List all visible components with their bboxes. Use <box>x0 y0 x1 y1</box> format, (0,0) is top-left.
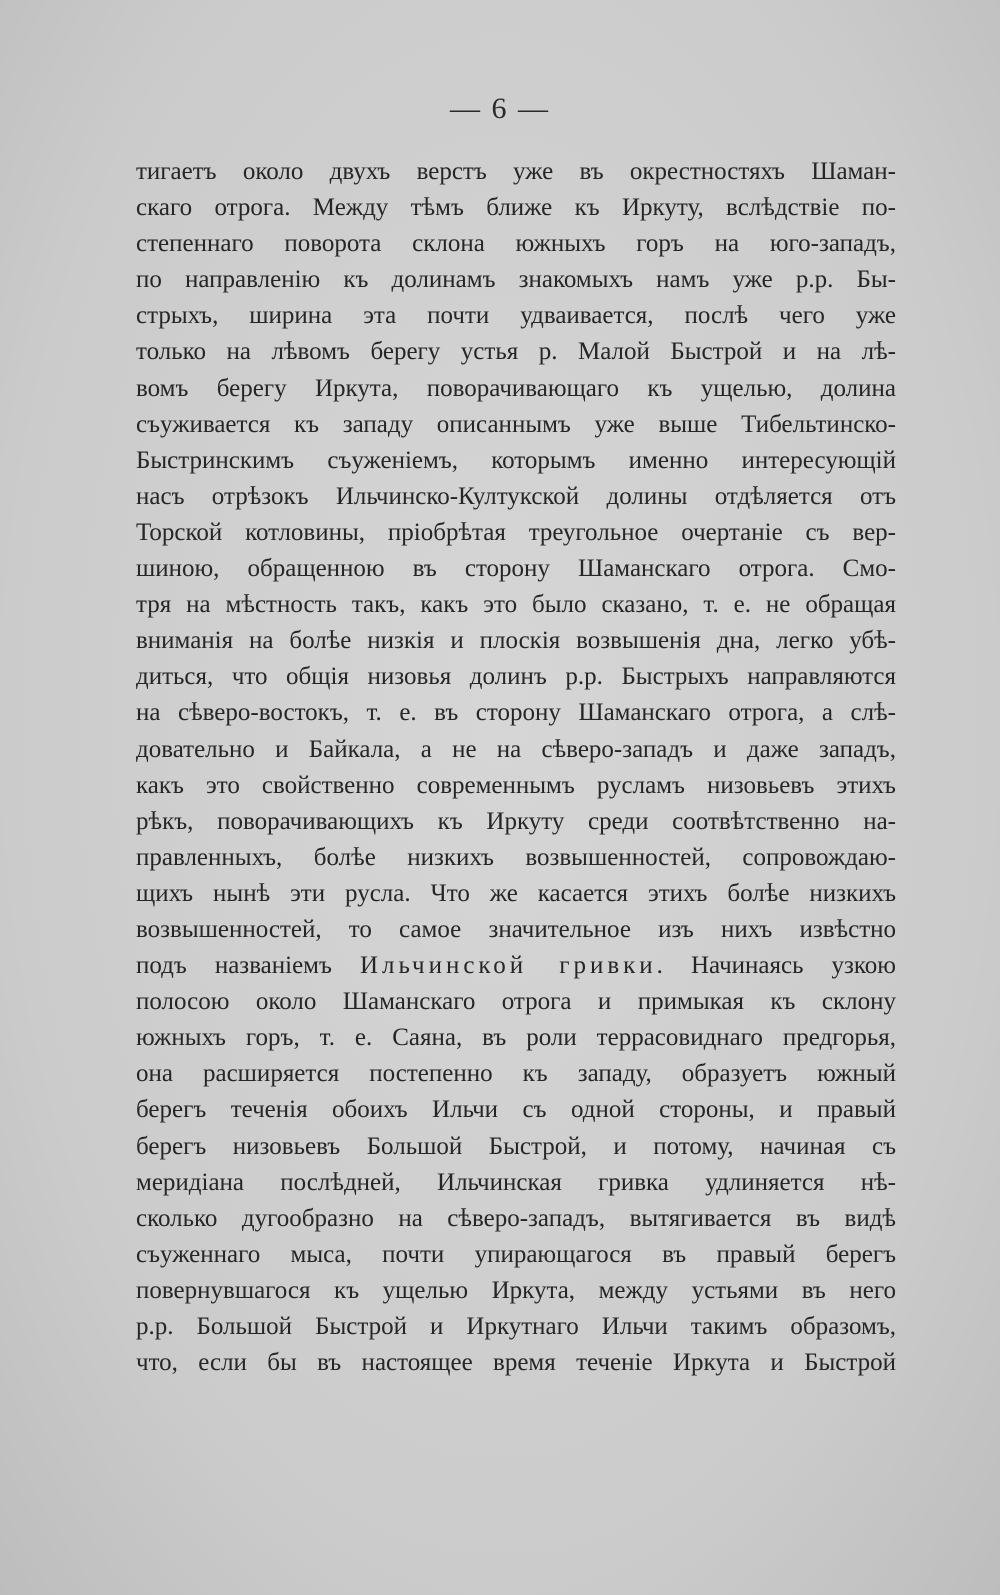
text-line-22: возвышенностей, то самое значительное изъ нихъ извѣстно <box>136 915 896 943</box>
text-line-17: довательно и Байкала, а не на сѣверо-западъ и даже западъ, <box>136 735 896 763</box>
text-line-12: шиною, обращенною въ сторону Шаманскаго отрога. Смо- <box>136 555 896 583</box>
text-line-25: южныхъ горъ, т. е. Саяна, въ роли террасовиднаго предгорья, <box>136 1024 896 1052</box>
text-line-18: какъ это свойственно современнымъ русламъ низовьевъ этихъ <box>136 771 896 799</box>
body-text <box>136 154 896 1381</box>
text-line-10: насъ отрѣзокъ Ильчинско-Култукской долины отдѣляется отъ <box>136 482 896 510</box>
text-line-21: щихъ нынѣ эти русла. Что же касается этихъ болѣе низкихъ <box>136 879 896 907</box>
text-line-13: тря на мѣстность такъ, какъ это было сказано, т. е. не обращая <box>136 591 896 619</box>
text-line-20: правленныхъ, болѣе низкихъ возвышенностей, сопровождаю- <box>136 843 896 871</box>
text-line-16: на сѣверо-востокъ, т. е. въ сторону Шаманскаго отрога, а слѣ- <box>136 699 896 727</box>
spaced-phrase: Ильчинской гривки <box>359 952 657 980</box>
text-line-32: повернувшагося къ ущелью Иркута, между устьями въ него <box>136 1276 896 1304</box>
text-line-27: берегъ теченія обоихъ Ильчи съ одной стороны, и правый <box>136 1096 896 1124</box>
text-line-5: стрыхъ, ширина эта почти удваивается, послѣ чего уже <box>136 302 896 330</box>
text-line-34: что, если бы въ настоящее время теченіе Иркута и Быстрой <box>136 1349 896 1377</box>
text-line-14: вниманія на болѣе низкія и плоскія возвышенія дна, легко убѣ- <box>136 627 896 655</box>
text-line-24: полосою около Шаманскаго отрога и примыкая къ склону <box>136 988 896 1016</box>
text-line-29: меридіана послѣдней, Ильчинская гривка удлиняется нѣ- <box>136 1168 896 1196</box>
text-line-26: она расширяется постепенно къ западу, образуетъ южный <box>136 1060 896 1088</box>
text-line-19: рѣкъ, поворачивающихъ къ Иркуту среди соотвѣтственно на- <box>136 807 896 835</box>
text-line-30: сколько дугообразно на сѣверо-западъ, вытягивается въ видѣ <box>136 1204 896 1232</box>
text-line-1: тигаетъ около двухъ верстъ уже въ окрестностяхъ Шаман- <box>136 158 896 185</box>
text-line-3: степеннаго поворота склона южныхъ горъ на юго-западъ, <box>136 230 896 258</box>
text-line-23 <box>136 948 896 984</box>
text-line-11: Торской котловины, пріобрѣтая треугольное очертаніе съ вер- <box>136 518 896 546</box>
text-line-28: берегъ низовьевъ Большой Быстрой, и потому, начиная съ <box>136 1132 896 1160</box>
text-line-15: диться, что общія низовья долинъ р.р. Быстрыхъ направляются <box>136 663 896 691</box>
text-line-6: только на лѣвомъ берегу устья р. Малой Быстрой и на лѣ- <box>136 338 896 366</box>
text-line-7: вомъ берегу Иркута, поворачивающаго къ ущелью, долина <box>136 374 896 402</box>
page-number: — 6 — <box>450 92 550 125</box>
text-line-4: по направленію къ долинамъ знакомыхъ намъ уже р.р. Бы- <box>136 266 896 294</box>
text-line-23-after: . Начинаясь узкою <box>656 952 896 980</box>
text-line-2: скаго отрога. Между тѣмъ ближе къ Иркуту, вслѣдствіе по- <box>136 194 896 222</box>
text-line-33: р.р. Большой Быстрой и Иркутнаго Ильчи такимъ образомъ, <box>136 1313 896 1340</box>
text-line-31: съуженнаго мыса, почти упирающагося въ правый берегъ <box>136 1240 896 1268</box>
text-line-8: съуживается къ западу описаннымъ уже выше Тибельтинско- <box>136 410 896 438</box>
text-line-9: Быстринскимъ съуженіемъ, которымъ именно интересующій <box>136 446 896 474</box>
text-line-23-before: подъ названіемъ <box>136 952 360 980</box>
